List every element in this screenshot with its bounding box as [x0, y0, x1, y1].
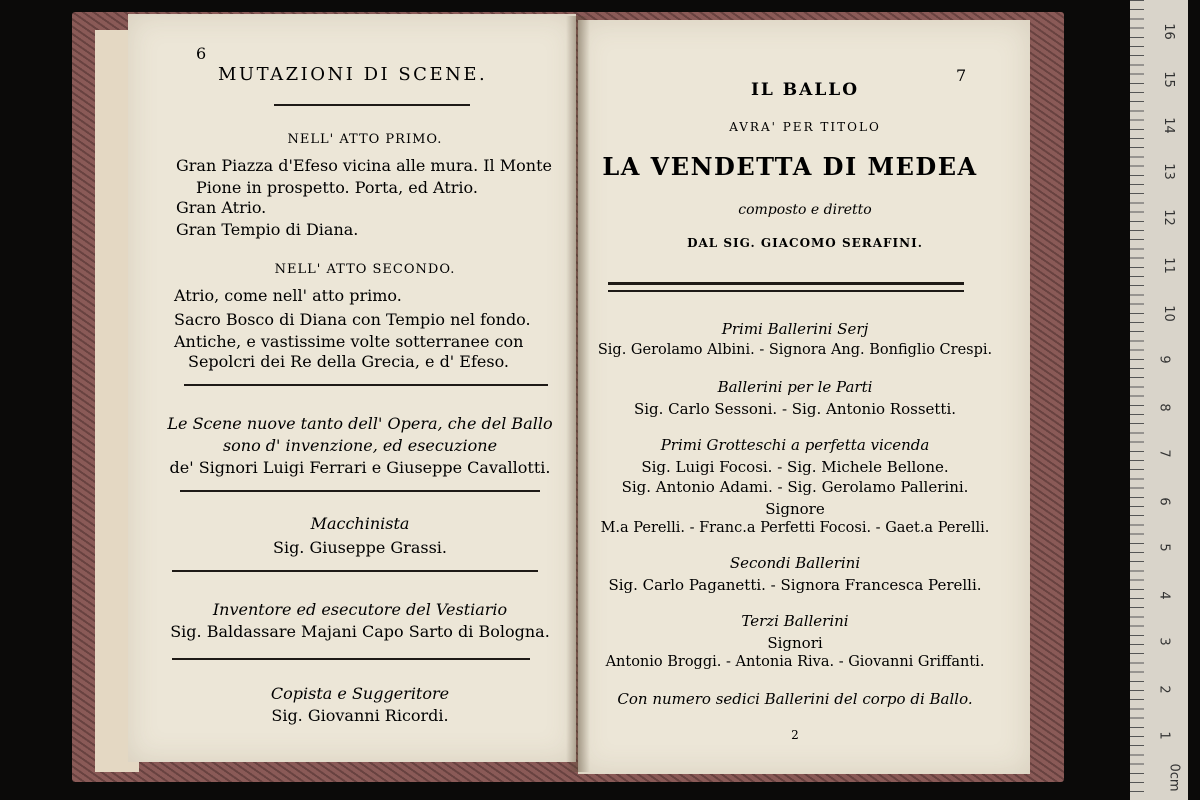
left-page-title: MUTAZIONI DI SCENE. — [218, 64, 488, 85]
act1-line: Gran Atrio. — [176, 198, 267, 217]
ruler-label: 6 — [1156, 497, 1172, 506]
ruler-label: 11 — [1160, 257, 1176, 274]
ruler-label: 3 — [1156, 637, 1172, 646]
section-rule — [172, 570, 538, 572]
section-rule — [172, 658, 530, 660]
costume-name: Sig. Baldassare Majani Capo Sarto di Bologna. — [170, 622, 550, 641]
section-line: M.a Perelli. - Franc.a Perfetti Focosi. - Gaet.a Perelli. — [600, 520, 990, 536]
ballet-title: LA VENDETTA DI MEDEA — [602, 152, 978, 181]
machinist-heading: Macchinista — [310, 514, 410, 533]
section-line: Sig. Luigi Focosi. - Sig. Michele Bellone. — [641, 458, 949, 476]
section-rule — [184, 384, 548, 386]
ruler-label: 8 — [1156, 403, 1172, 412]
act2-line: Sacro Bosco di Diana con Tempio nel fondo. — [174, 310, 531, 329]
ruler-label: 10 — [1160, 305, 1176, 322]
ruler-label: 2 — [1156, 685, 1172, 694]
section-heading: Ballerini per le Parti — [717, 378, 873, 396]
ballo-subheading: AVRA' PER TITOLO — [729, 120, 881, 134]
ruler-label: 0cm — [1166, 763, 1182, 792]
section-line: Sig. Carlo Paganetti. - Signora Francesca Perelli. — [608, 576, 982, 594]
scene-note-line: de' Signori Luigi Ferrari e Giuseppe Cavallotti. — [169, 458, 551, 477]
ruler-label: 16 — [1160, 23, 1176, 40]
ruler-label: 7 — [1156, 449, 1172, 458]
section-line: Signori — [767, 634, 823, 652]
copyist-name: Sig. Giovanni Ricordi. — [271, 706, 449, 725]
left-page-number: 6 — [196, 44, 207, 63]
signature-mark: 2 — [791, 728, 799, 742]
composed-line: composto e diretto — [738, 202, 872, 218]
act2-line: Sepolcri dei Re della Grecia, e d' Efeso. — [188, 352, 510, 371]
scene-note-line: sono d' invenzione, ed esecuzione — [222, 436, 498, 455]
act2-line: Antiche, e vastissime volte sotterranee con — [174, 332, 524, 351]
act1-line: Gran Tempio di Diana. — [176, 220, 359, 239]
act1-heading: NELL' ATTO PRIMO. — [287, 132, 443, 147]
machinist-name: Sig. Giuseppe Grassi. — [272, 538, 447, 557]
ruler-label: 14 — [1160, 117, 1176, 134]
section-line: Antonio Broggi. - Antonia Riva. - Giovanni Griffanti. — [605, 654, 985, 670]
right-page-number: 7 — [956, 66, 967, 85]
ruler-label: 1 — [1156, 731, 1172, 740]
author-line: DAL SIG. GIACOMO SERAFINI. — [687, 236, 923, 250]
costume-heading: Inventore ed esecutore del Vestiario — [212, 600, 508, 619]
section-heading: Primi Ballerini Serj — [721, 320, 869, 338]
section-line: Signore — [765, 500, 825, 518]
section-heading: Primi Grotteschi a perfetta vicenda — [660, 436, 930, 454]
ballo-heading: IL BALLO — [750, 80, 860, 100]
section-heading: Secondi Ballerini — [729, 554, 861, 572]
copyist-heading: Copista e Suggeritore — [270, 684, 450, 703]
section-heading: Terzi Ballerini — [741, 612, 849, 630]
left-page — [128, 14, 576, 762]
double-rule — [608, 282, 964, 285]
section-line: Sig. Antonio Adami. - Sig. Gerolamo Pallerini. — [621, 478, 969, 496]
double-rule — [608, 290, 964, 292]
ruler-label: 5 — [1156, 543, 1172, 552]
section-rule — [180, 490, 540, 492]
act1-line: Gran Piazza d'Efeso vicina alle mura. Il Monte — [176, 156, 552, 175]
measurement-ruler — [1130, 0, 1188, 800]
act1-line: Pione in prospetto. Porta, ed Atrio. — [196, 178, 478, 197]
section-line: Sig. Carlo Sessoni. - Sig. Antonio Rossetti. — [633, 400, 957, 418]
act2-line: Atrio, come nell' atto primo. — [174, 286, 402, 305]
section-line: Sig. Gerolamo Albini. - Signora Ang. Bonfiglio Crespi. — [597, 342, 993, 358]
ruler-label: 15 — [1160, 71, 1176, 88]
scene-note-line: Le Scene nuove tanto dell' Opera, che del Ballo — [167, 414, 553, 433]
ruler-label: 12 — [1160, 209, 1176, 226]
title-rule — [274, 104, 470, 106]
ruler-label: 4 — [1156, 591, 1172, 600]
ruler-label: 13 — [1160, 163, 1176, 180]
closing-line: Con numero sedici Ballerini del corpo di Ballo. — [617, 690, 973, 708]
ruler-label: 9 — [1156, 355, 1172, 364]
act2-heading: NELL' ATTO SECONDO. — [274, 262, 456, 277]
